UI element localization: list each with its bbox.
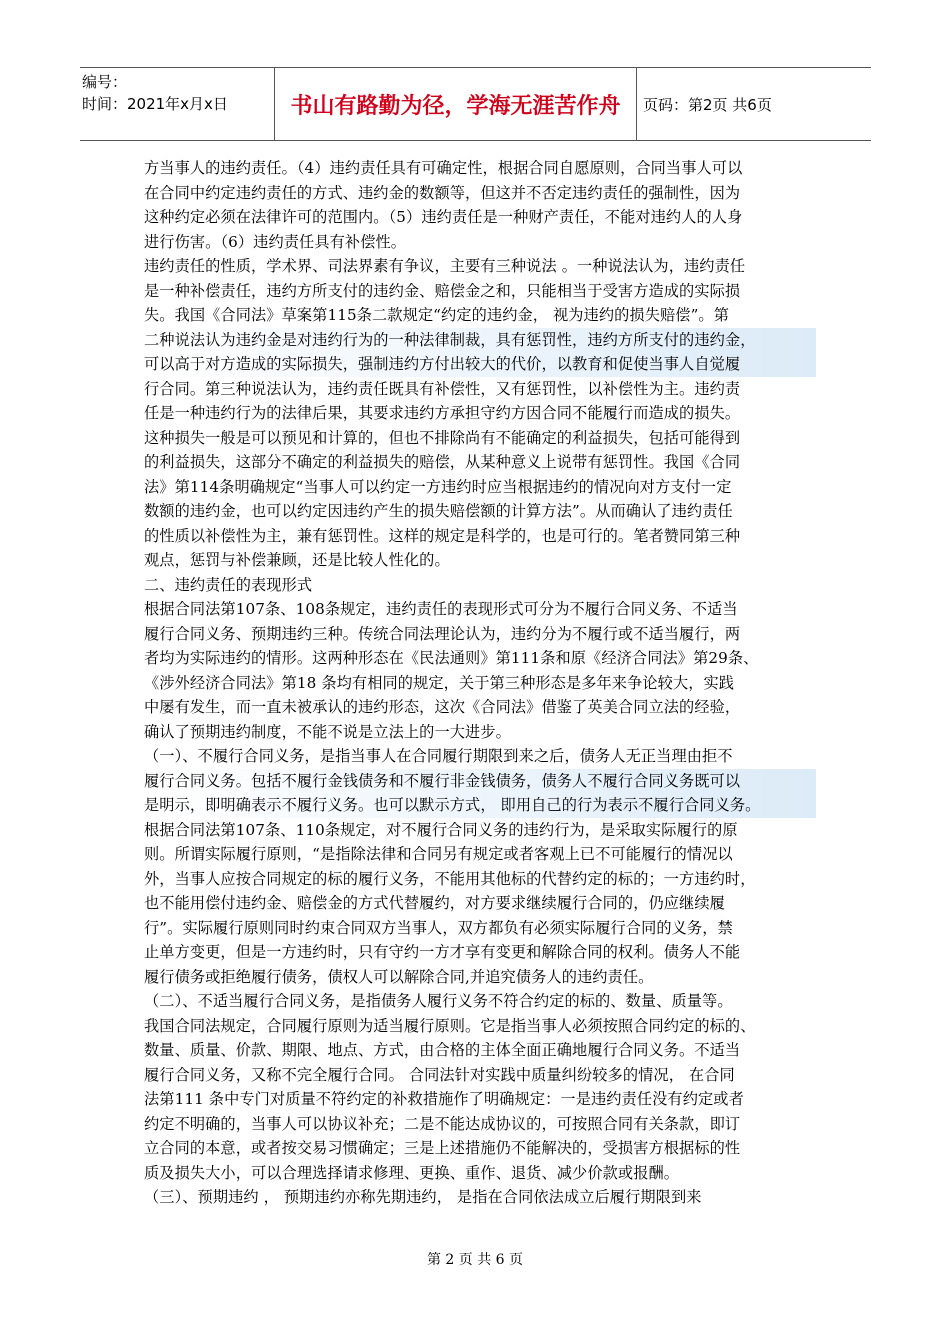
- text-line: 是一种补偿责任，违约方所支付的违约金、赔偿金之和，只能相当于受害方造成的实际损: [144, 281, 741, 300]
- text-line: 立合同的本意，或者按交易习惯确定；三是上述措施仍不能解决的，受损害方根据标的性: [144, 1139, 741, 1157]
- text-line: 的性质以补偿性为主，兼有惩罚性。这样的规定是科学的，也是可行的。笔者赞同第三种: [144, 526, 741, 545]
- text-line: 违约责任的性质，学术界、司法界素有争议，主要有三种说法 。一种说法认为，违约责任: [144, 257, 746, 275]
- text-line: 这种损失一般是可以预见和计算的，但也不排除尚有不能确定的利益损失，包括可能得到: [144, 428, 741, 447]
- text-line: 者均为实际违约的情形。这两种形态在《民法通则》第111条和原《经济合同法》第29条、: [144, 649, 759, 667]
- text-line: 根据合同法第107条、110条规定，对不履行合同义务的违约行为，是采取实际履行的原: [144, 820, 738, 839]
- text-line: 履行合同义务，又称不完全履行合同。 合同法针对实践中质量纠纷较多的情况， 在合同: [144, 1065, 735, 1084]
- text-line: 也不能用偿付违约金、赔偿金的方式代替履约，对方要求继续履行合同的，仍应继续履: [144, 894, 725, 912]
- text-line: 数量、质量、价款、期限、地点、方式，由合格的主体全面正确地履行合同义务。不适当: [144, 1041, 741, 1059]
- text-line: 二、违约责任的表现形式: [144, 575, 313, 594]
- text-line: 质及损失大小，可以合理选择请求修理、更换、重作、退货、减少价款或报酬。: [144, 1163, 680, 1182]
- motto-text: 书山有路勤为径，学海无涯苦作舟: [290, 93, 621, 119]
- text-line: 外，当事人应按合同规定的标的履行义务，不能用其他标的代替约定的标的；一方违约时，: [144, 869, 756, 888]
- header-page-cell: [637, 68, 871, 140]
- text-line: （二）、不适当履行合同义务，是指债务人履行义务不符合约定的标的、数量、质量等。: [144, 992, 733, 1010]
- page-header: [80, 67, 871, 141]
- text-line: 我国合同法规定，合同履行原则为适当履行原则。它是指当事人必须按照合同约定的标的、: [144, 1016, 756, 1035]
- header-motto-cell: [275, 68, 637, 140]
- text-line: 法第111 条中专门对质量不符约定的补救措施作了明确规定：一是违约责任没有约定或者: [144, 1090, 744, 1108]
- text-line: 方当事人的违约责任。（4）违约责任具有可确定性，根据合同自愿原则，合同当事人可以: [144, 159, 743, 177]
- text-line: （一）、不履行合同义务，是指当事人在合同履行期限到来之后，债务人无正当理由拒不: [144, 747, 733, 765]
- page-label: 页码：第2页 共6页: [643, 95, 772, 114]
- number-label: 编号：: [82, 73, 128, 91]
- text-line: 则。所谓实际履行原则，“是指除法律和合同另有规定或者客观上已不可能履行的情况以: [144, 845, 733, 863]
- text-line: 可以高于对方造成的实际损失，强制违约方付出较大的代价，以教育和促使当事人自觉履: [144, 352, 816, 377]
- text-line: 任是一种违约行为的法律后果，其要求违约方承担守约方因合同不能履行而造成的损失。: [144, 404, 741, 422]
- text-line: 约定不明确的，当事人可以协议补充；二是不能达成协议的，可按照合同有关条款，即订: [144, 1114, 741, 1133]
- text-line: 中屡有发生，而一直未被承认的违约形态，这次《合同法》借鉴了英美合同立法的经验，: [144, 698, 741, 716]
- text-line: 法》第114条明确规定“当事人可以约定一方违约时应当根据违约的情况向对方支付一定: [144, 477, 732, 496]
- text-line: 行合同。第三种说法认为，违约责任既具有补偿性，又有惩罚性，以补偿性为主。违约责: [144, 379, 741, 398]
- text-line: 的利益损失，这部分不确定的利益损失的赔偿，从某种意义上说带有惩罚性。我国《合同: [144, 453, 741, 471]
- document-body: [144, 156, 816, 1210]
- text-line: （三）、预期违约 ， 预期违约亦称先期违约， 是指在合同依法成立后履行期限到来: [144, 1188, 702, 1206]
- text-line: 观点，惩罚与补偿兼顾，还是比较人性化的。: [144, 551, 450, 569]
- time-label: 时间：2021年x月x日: [82, 95, 228, 113]
- header-meta-cell: [80, 68, 275, 140]
- text-line: 履行合同义务。包括不履行金钱债务和不履行非金钱债务，债务人不履行合同义务既可以: [144, 769, 816, 794]
- text-line: 在合同中约定违约责任的方式、违约金的数额等，但这并不否定违约责任的强制性，因为: [144, 183, 741, 202]
- text-line: 确认了预期违约制度，不能不说是立法上的一大进步。: [144, 722, 511, 741]
- text-line: 失。我国《合同法》草案第115条二款规定“约定的违约金， 视为违约的损失赔偿”。第: [144, 306, 730, 324]
- text-line: 是明示，即明确表示不履行义务。也可以默示方式， 即用自己的行为表示不履行合同义务。: [144, 793, 816, 818]
- text-line: 止单方变更，但是一方违约时，只有守约一方才享有变更和解除合同的权利。债务人不能: [144, 943, 741, 961]
- text-line: 二种说法认为违约金是对违约行为的一种法律制裁，具有惩罚性，违约方所支付的违约金，: [144, 328, 816, 353]
- text-line: 根据合同法第107条、108条规定，违约责任的表现形式可分为不履行合同义务、不适当: [144, 600, 738, 618]
- text-line: 数额的违约金，也可以约定因违约产生的损失赔偿额的计算方法”。从而确认了违约责任: [144, 502, 733, 520]
- text-line: 这种约定必须在法律许可的范围内。（5）违约责任是一种财产责任，不能对违约人的人身: [144, 208, 743, 226]
- text-line: 履行合同义务、预期违约三种。传统合同法理论认为，违约分为不履行或不适当履行，两: [144, 624, 741, 643]
- page-footer: 第 2 页 共 6 页: [426, 1252, 524, 1268]
- text-line: 进行伤害。（6）违约责任具有补偿性。: [144, 232, 407, 251]
- text-line: 行”。实际履行原则同时约束合同双方当事人，双方都负有必须实际履行合同的义务，禁: [144, 918, 733, 937]
- text-line: 《涉外经济合同法》第18 条均有相同的规定，关于第三种形态是多年来争论较大，实践: [144, 673, 735, 692]
- text-line: 履行债务或拒绝履行债务，债权人可以解除合同,并追究债务人的违约责任。: [144, 967, 654, 986]
